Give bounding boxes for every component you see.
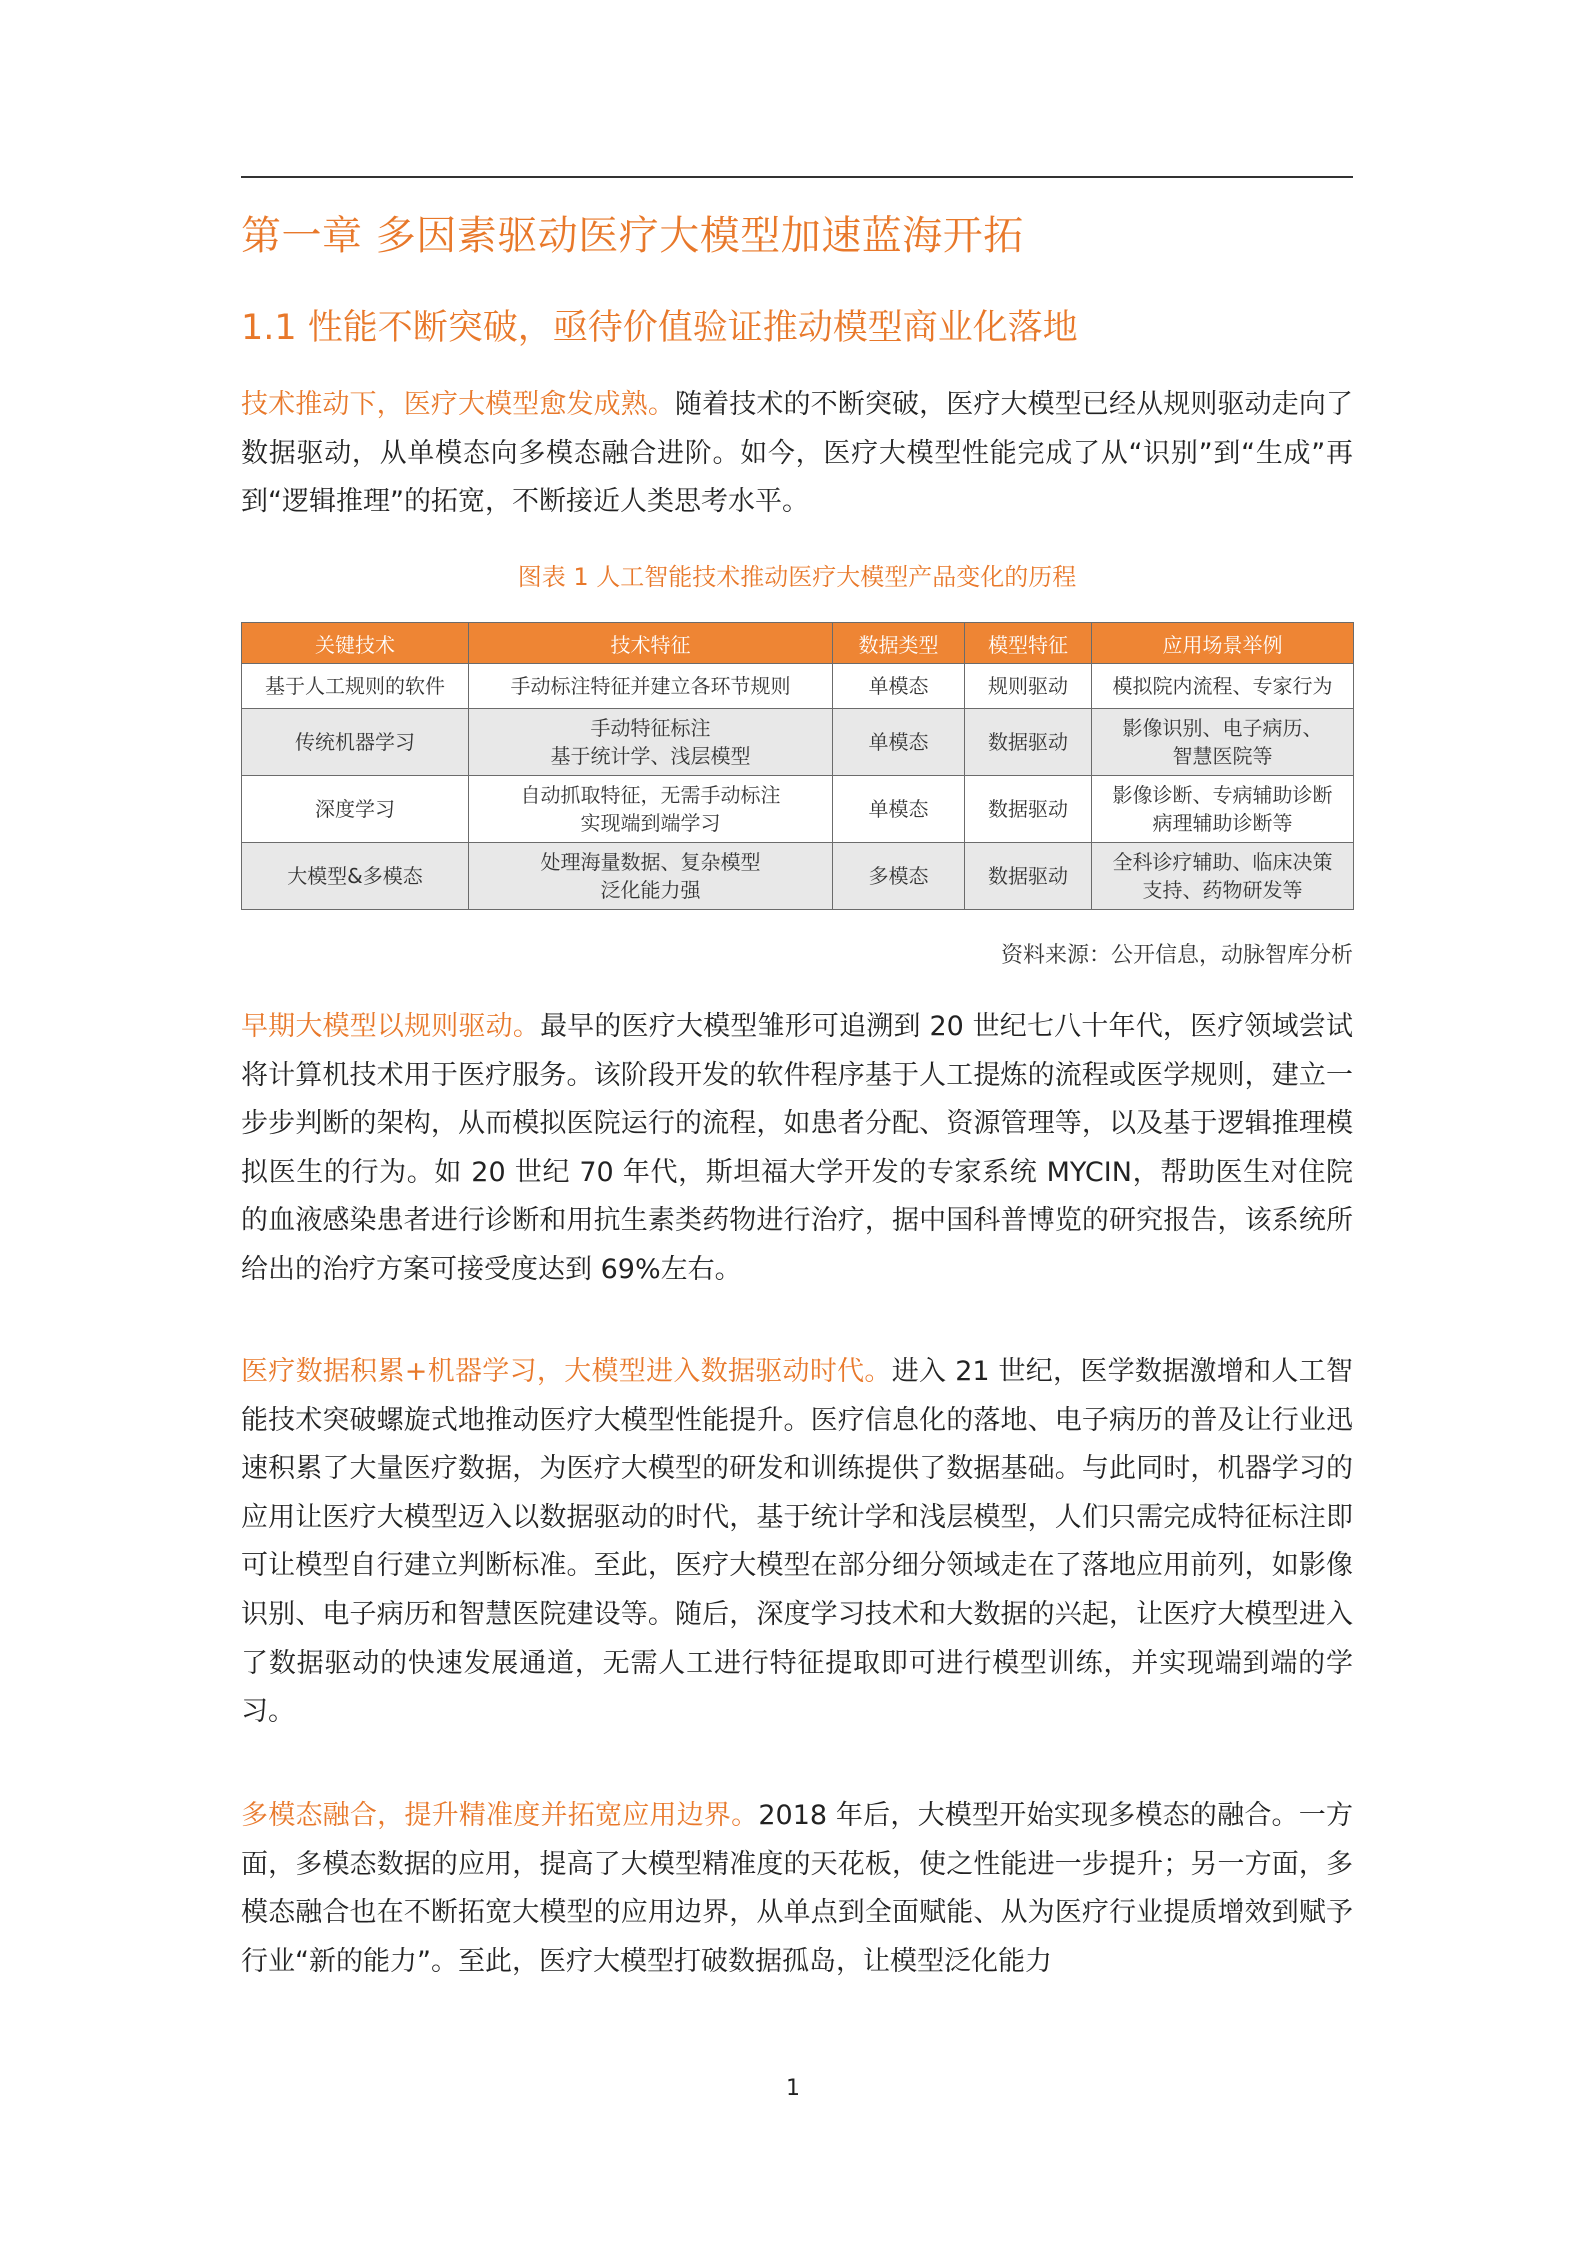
table-cell: [1092, 709, 1354, 776]
top-rule: [241, 176, 1353, 178]
paragraph-3-lead: 医疗数据积累+机器学习，大模型进入数据驱动时代。: [241, 1356, 892, 1387]
table-cell: 单模态: [833, 709, 965, 776]
paragraph-4: [241, 1792, 1353, 1986]
table-cell: 数据驱动: [965, 843, 1092, 910]
paragraph-2-lead: 早期大模型以规则驱动。: [241, 1011, 541, 1042]
table-cell: [469, 776, 833, 843]
section-title: 1.1 性能不断突破，亟待价值验证推动模型商业化落地: [241, 308, 1078, 348]
table-header-cell: 技术特征: [469, 623, 833, 664]
table-cell-line: 支持、药物研发等: [1142, 878, 1303, 902]
table-cell-line: 影像识别、电子病历、: [1122, 716, 1323, 740]
table-cell: [469, 843, 833, 910]
table-row: [242, 664, 1354, 709]
page-number: 1: [786, 2076, 800, 2101]
table-cell-line: 模拟院内流程、专家行为: [1112, 674, 1333, 698]
table-cell: 大模型&多模态: [242, 843, 469, 910]
chapter-title: 第一章 多因素驱动医疗大模型加速蓝海开拓: [241, 213, 1024, 259]
table-cell-line: 全科诊疗辅助、临床决策: [1112, 850, 1333, 874]
table-cell: 多模态: [833, 843, 965, 910]
table-cell: 基于人工规则的软件: [242, 664, 469, 709]
table-row: [242, 843, 1354, 910]
table-header-cell: 应用场景举例: [1092, 623, 1354, 664]
table-cell-line: 自动抓取特征，无需手动标注: [520, 783, 781, 807]
table-cell-line: 影像诊断、专病辅助诊断: [1112, 783, 1333, 807]
table-cell: [1092, 664, 1354, 709]
table-row: [242, 709, 1354, 776]
table-cell: [469, 664, 833, 709]
figure-caption: 图表 1 人工智能技术推动医疗大模型产品变化的历程: [517, 563, 1077, 591]
table-cell: [1092, 776, 1354, 843]
table-cell: 传统机器学习: [242, 709, 469, 776]
table-cell: [1092, 843, 1354, 910]
table-cell-line: 智慧医院等: [1172, 744, 1273, 768]
table-cell: 数据驱动: [965, 776, 1092, 843]
table-cell-line: 手动特征标注: [590, 716, 711, 740]
table-row: [242, 776, 1354, 843]
table-header-row: [242, 623, 1354, 664]
table-cell-line: 病理辅助诊断等: [1152, 811, 1293, 835]
table-cell: 单模态: [833, 776, 965, 843]
table-cell-line: 处理海量数据、复杂模型: [540, 850, 761, 874]
table-cell: 规则驱动: [965, 664, 1092, 709]
table-cell: 数据驱动: [965, 709, 1092, 776]
paragraph-4-lead: 多模态融合，提升精准度并拓宽应用边界。: [241, 1800, 759, 1831]
paragraph-2-body: 最早的医疗大模型雏形可追溯到 20 世纪七八十年代，医疗领域尝试将计算机技术用于医疗服务。该阶段开发的软件程序基于人工提炼的流程或医学规则，建立一步步判断的架构，从而模拟医院运行的流程，如患者分配、资源管理等，以及基于逻辑推理模拟医生的行为。如 20 世纪 70 年代，斯坦福大学开发的专家系统 MYCIN，帮助医生对住院的血液感染患者进行诊断和用抗生素类药物进行治疗，据中国科普博览的研究报告，该系统所给出的治疗方案可接受度达到 69%左右。: [241, 1011, 1353, 1285]
paragraph-1: [241, 381, 1353, 527]
paragraph-3: [241, 1348, 1353, 1737]
paragraph-1-body: 随着技术的不断突破，医疗大模型已经从规则驱动走向了数据驱动，从单模态向多模态融合进阶。如今，医疗大模型性能完成了从“识别”到“生成”再到“逻辑推理”的拓宽，不断接近人类思考水平。: [241, 389, 1353, 518]
paragraph-3-body: 进入 21 世纪，医学数据激增和人工智能技术突破螺旋式地推动医疗大模型性能提升。医疗信息化的落地、电子病历的普及让行业迅速积累了大量医疗数据，为医疗大模型的研发和训练提供了数据基础。与此同时，机器学习的应用让医疗大模型迈入以数据驱动的时代，基于统计学和浅层模型，人们只需完成特征标注即可让模型自行建立判断标准。至此，医疗大模型在部分细分领域走在了落地应用前列，如影像识别、电子病历和智慧医院建设等。随后，深度学习技术和大数据的兴起，让医疗大模型进入了数据驱动的快速发展通道，无需人工进行特征提取即可进行模型训练，并实现端到端的学习。: [241, 1356, 1353, 1728]
table-cell: 深度学习: [242, 776, 469, 843]
paragraph-2: [241, 1003, 1353, 1295]
technology-history-table: [241, 622, 1354, 910]
paragraph-4-body: 2018 年后，大模型开始实现多模态的融合。一方面，多模态数据的应用，提高了大模型精准度的天花板，使之性能进一步提升；另一方面，多模态融合也在不断拓宽大模型的应用边界，从单点到全面赋能、从为医疗行业提质增效到赋予行业“新的能力”。至此，医疗大模型打破数据孤岛，让模型泛化能力: [241, 1800, 1354, 1977]
table-cell-line: 实现端到端学习: [580, 811, 721, 835]
table-cell: 单模态: [833, 664, 965, 709]
table-cell-line: 手动标注特征并建立各环节规则: [510, 674, 791, 698]
table-header-cell: 关键技术: [242, 623, 469, 664]
table-header-cell: 数据类型: [833, 623, 965, 664]
table-cell: [469, 709, 833, 776]
table-cell-line: 基于统计学、浅层模型: [550, 744, 751, 768]
source-note: 资料来源：公开信息，动脉智库分析: [1000, 943, 1353, 968]
paragraph-1-lead: 技术推动下，医疗大模型愈发成熟。: [241, 389, 675, 420]
table-header-cell: 模型特征: [965, 623, 1092, 664]
table-cell-line: 泛化能力强: [600, 878, 701, 902]
